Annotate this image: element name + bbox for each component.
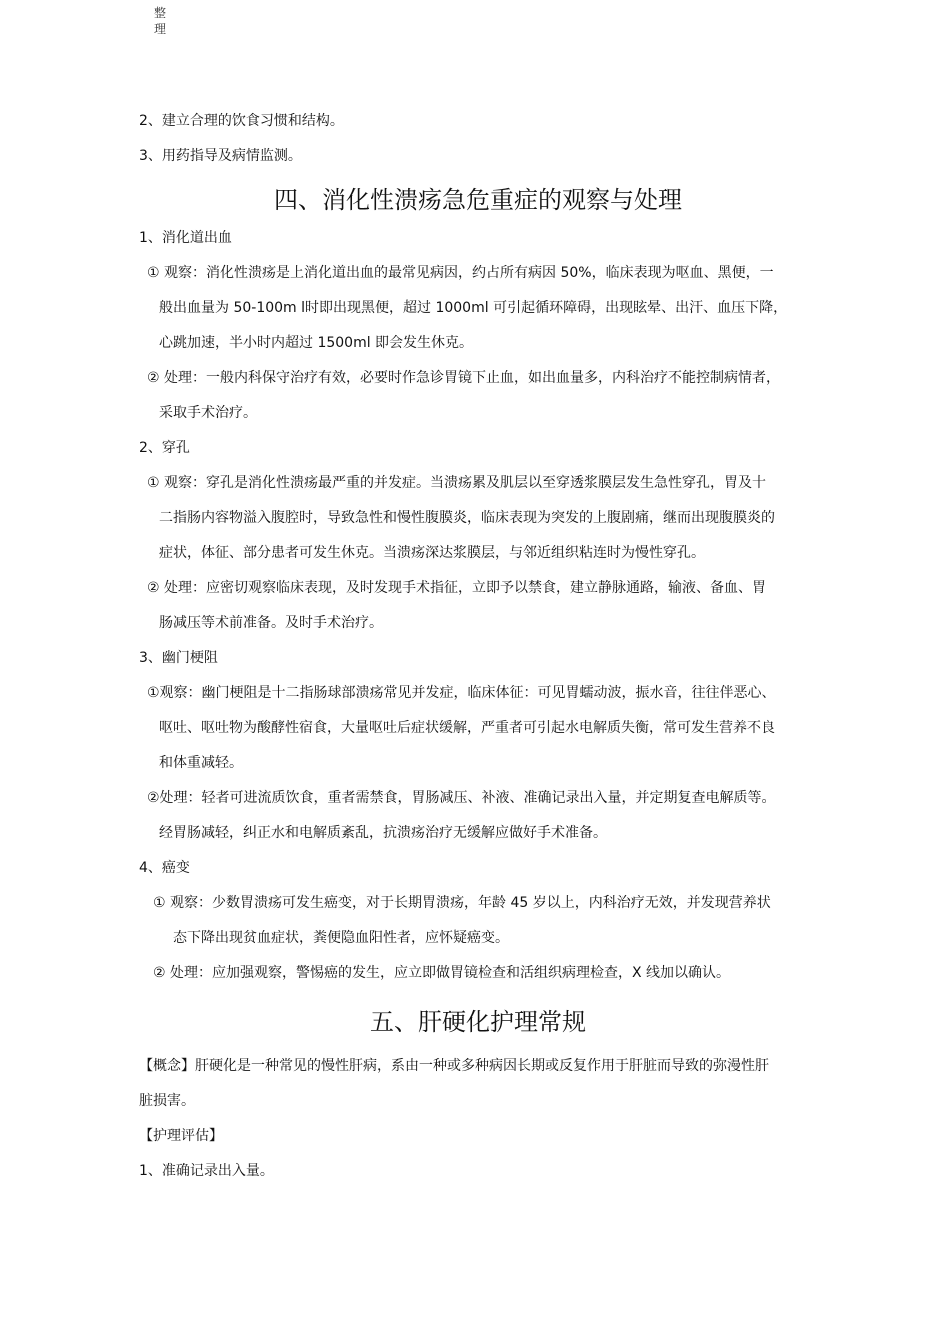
- document-body: [139, 104, 829, 1189]
- obstruction-obs-line: 和体重减轻。: [159, 755, 243, 771]
- obstruction-heading: 3、幽门梗阻: [139, 650, 218, 666]
- header-mark: 整理: [153, 6, 166, 36]
- bleeding-obs-line: ① 观察：消化性溃疡是上消化道出血的最常见病因，约占所有病因 50%，临床表现为呕血、黑便，一: [147, 265, 774, 281]
- intro-line-2: 2、建立合理的饮食习惯和结构。: [139, 113, 344, 129]
- cancer-obs-line: ① 观察：少数胃溃疡可发生癌变，对于长期胃溃疡，年龄 45 岁以上，内科治疗无效，并发现营养状: [153, 895, 771, 911]
- assessment-item: 1、准确记录出入量。: [139, 1163, 274, 1179]
- concept-line: 【概念】肝硬化是一种常见的慢性肝病，系由一种或多种病因长期或反复作用于肝脏而导致的弥漫性肝: [139, 1058, 769, 1074]
- assessment-heading: 【护理评估】: [139, 1128, 223, 1144]
- cancer-heading: 4、癌变: [139, 860, 190, 876]
- bleeding-heading: 1、消化道出血: [139, 230, 232, 246]
- perforation-obs-line: ① 观察：穿孔是消化性溃疡最严重的并发症。当溃疡累及肌层以至穿透浆膜层发生急性穿孔，胃及十: [147, 475, 766, 491]
- perforation-treat-line: 肠减压等术前准备。及时手术治疗。: [159, 615, 383, 631]
- cancer-treat-line: ② 处理：应加强观察，警惕癌的发生，应立即做胃镜检查和活组织病理检查，X 线加以确认。: [153, 965, 731, 981]
- perforation-heading: 2、穿孔: [139, 440, 190, 456]
- obstruction-treat-line: ②处理：轻者可进流质饮食，重者需禁食，胃肠减压、补液、准确记录出入量，并定期复查电解质等。: [147, 790, 776, 806]
- obstruction-obs-line: ①观察：幽门梗阻是十二指肠球部溃疡常见并发症，临床体征：可见胃蠕动波，振水音，往往伴恶心、: [147, 685, 776, 701]
- obstruction-treat-line: 经胃肠减轻，纠正水和电解质紊乱，抗溃疡治疗无缓解应做好手术准备。: [159, 825, 607, 841]
- cancer-obs-line: 态下降出现贫血症状，粪便隐血阳性者，应怀疑癌变。: [173, 930, 509, 946]
- perforation-treat-line: ② 处理：应密切观察临床表现，及时发现手术指征，立即予以禁食，建立静脉通路，输液、备血、胃: [147, 580, 766, 596]
- obstruction-obs-line: 呕吐、呕吐物为酸酵性宿食，大量呕吐后症状缓解，严重者可引起水电解质失衡，常可发生营养不良: [159, 720, 775, 736]
- section5-title: 五、肝硬化护理常规: [370, 1008, 586, 1036]
- intro-line-3: 3、用药指导及病情监测。: [139, 148, 302, 164]
- concept-line: 脏损害。: [139, 1093, 195, 1109]
- bleeding-obs-line: 心跳加速，半小时内超过 1500ml 即会发生休克。: [159, 335, 474, 351]
- section4-title: 四、消化性溃疡急危重症的观察与处理: [274, 186, 682, 214]
- perforation-obs-line: 症状，体征、部分患者可发生休克。当溃疡深达浆膜层，与邻近组织粘连时为慢性穿孔。: [159, 545, 705, 561]
- perforation-obs-line: 二指肠内容物溢入腹腔时，导致急性和慢性腹膜炎，临床表现为突发的上腹剧痛，继而出现腹膜炎的: [159, 510, 775, 526]
- bleeding-treat-line: ② 处理：一般内科保守治疗有效，必要时作急诊胃镜下止血，如出血量多，内科治疗不能控制病情者，: [147, 370, 780, 386]
- bleeding-obs-line: 般出血量为 50-100m l时即出现黑便，超过 1000ml 可引起循环障碍，出现眩晕、出汗、血压下降，: [159, 300, 788, 316]
- bleeding-treat-line: 采取手术治疗。: [159, 405, 257, 421]
